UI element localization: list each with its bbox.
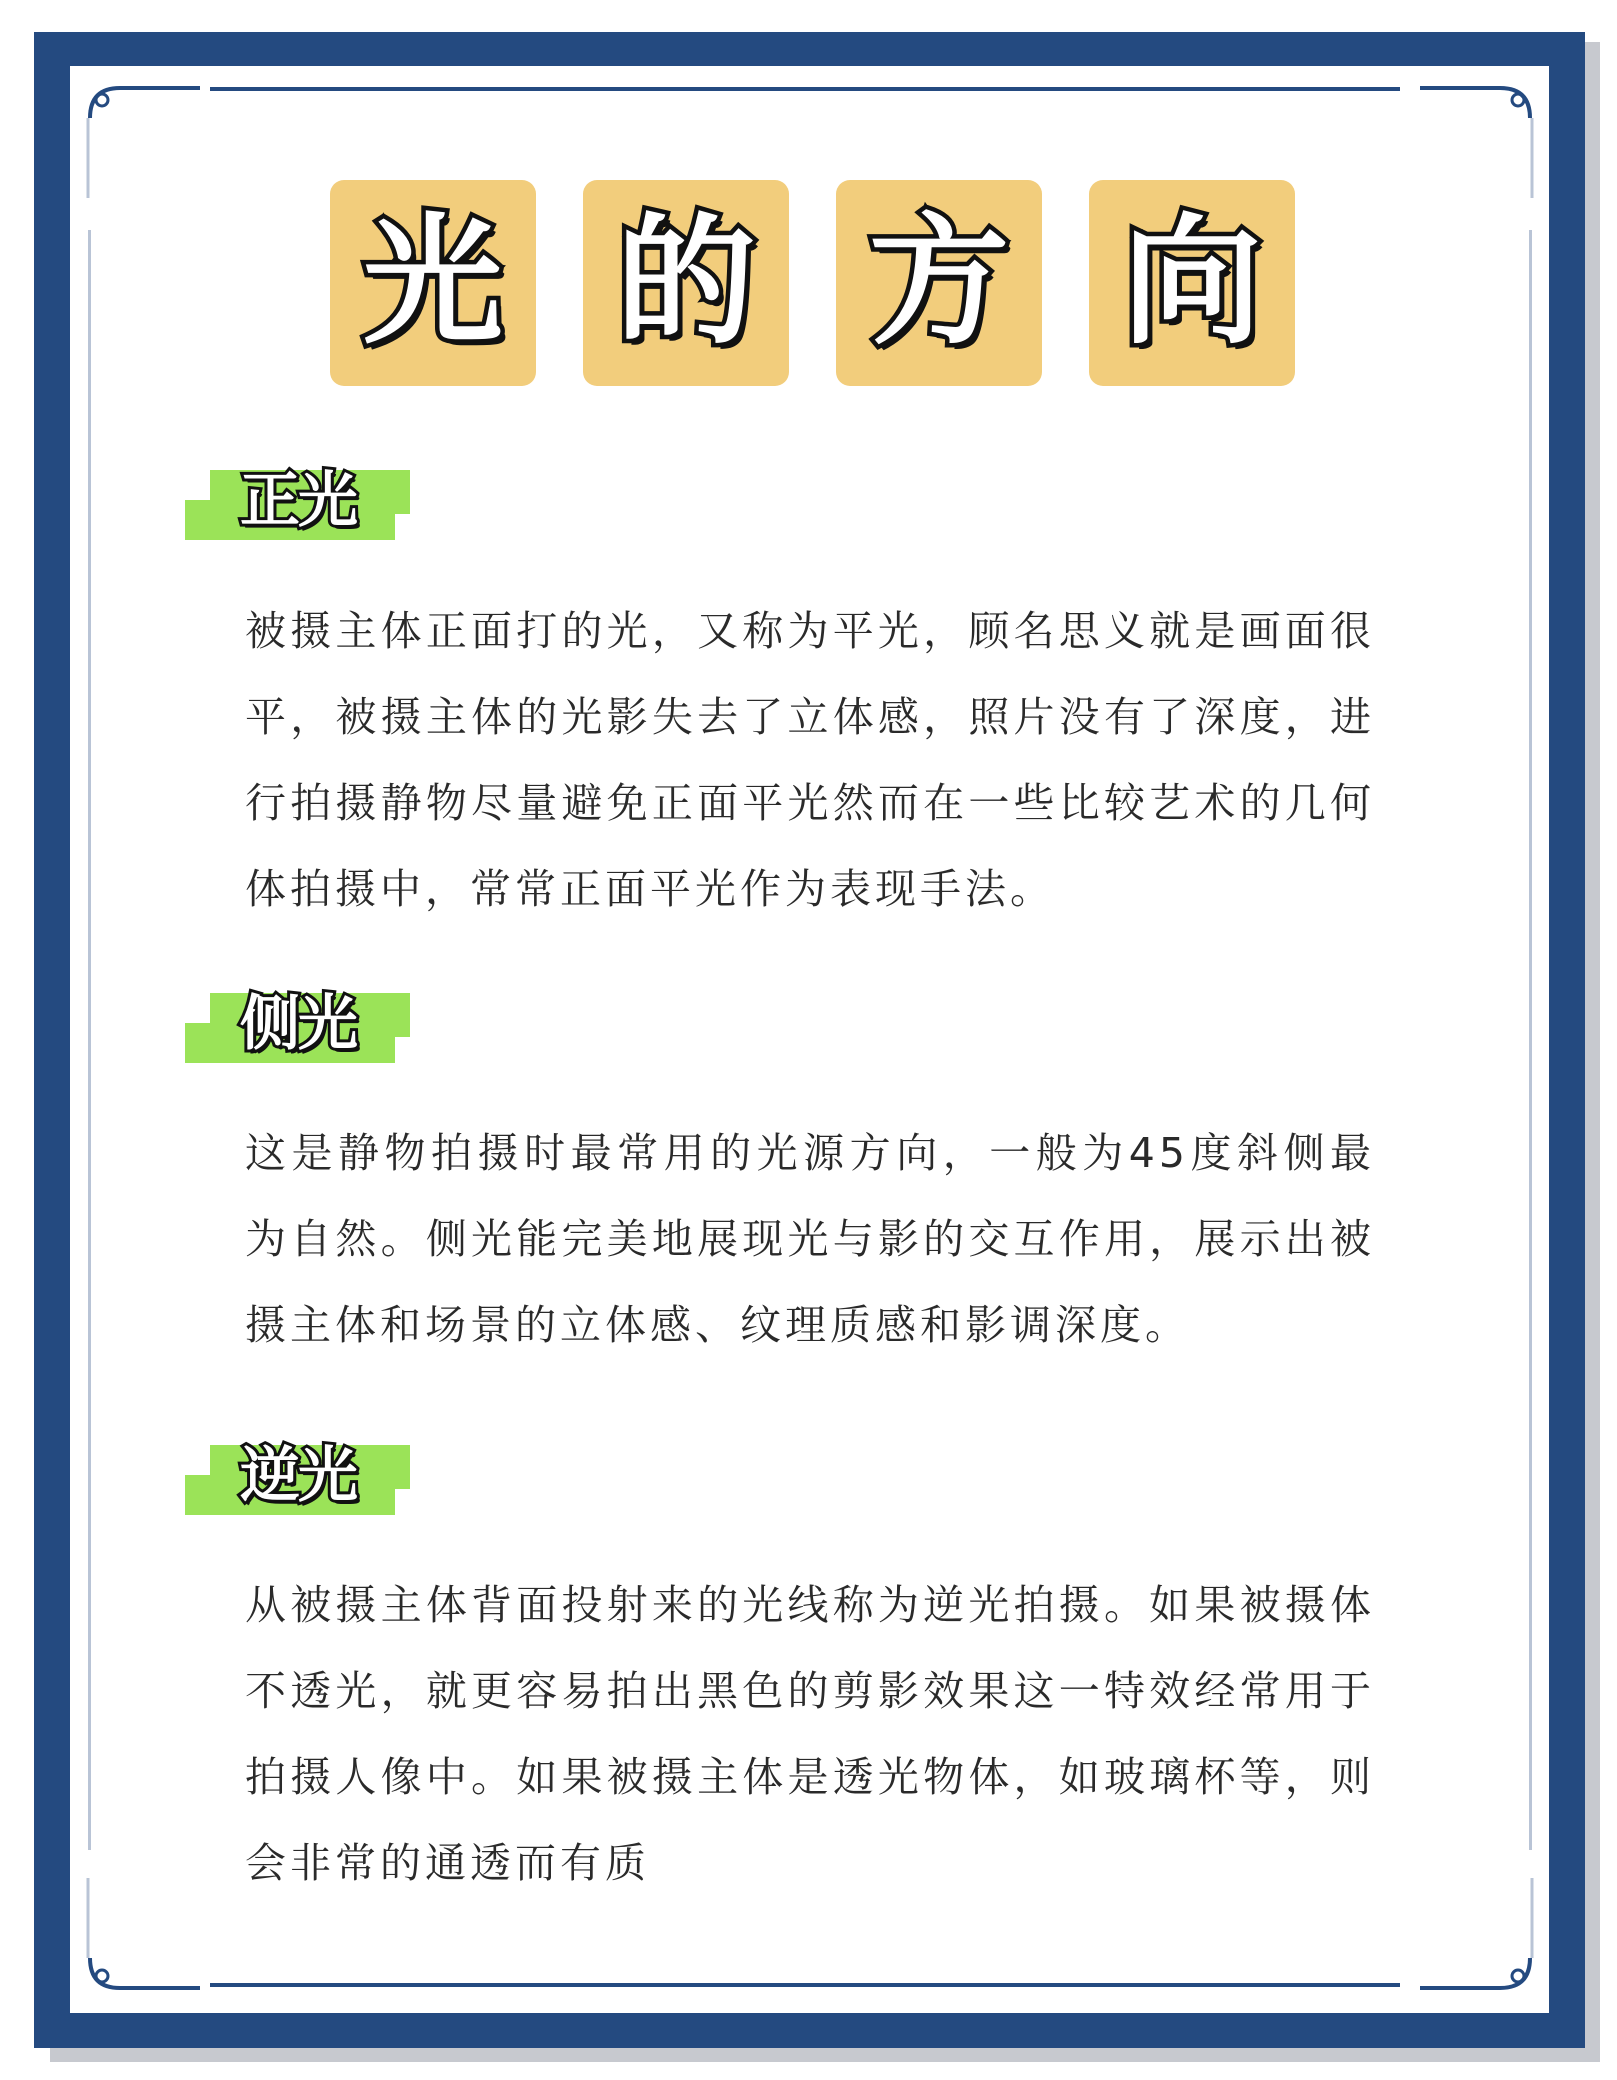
section-heading-label: 侧光 [240,989,356,1059]
section-heading-front-light [185,462,409,558]
corner-ornament-icon [80,78,200,198]
corner-ornament-icon [80,1878,200,1998]
section-heading-label: 逆光 [240,1441,356,1511]
corner-ornament-icon [1420,1878,1540,1998]
section-body-front-light: 被摄主体正面打的光，又称为平光，顾名思义就是画面很平，被摄主体的光影失去了立体感，照片没有了深度，进行拍摄静物尽量避免正面平光然而在一些比较艺术的几何体拍摄中，常常正面平光作为表现手法。 [245,607,1375,913]
section-heading-back-light [185,1437,409,1533]
left-border-line [88,230,91,1850]
section-body-back-light: 从被摄主体背面投射来的光线称为逆光拍摄。如果被摄体不透光，就更容易拍出黑色的剪影效果这一特效经常用于拍摄人像中。如果被摄主体是透光物体，如玻璃杯等，则会非常的通透而有质 [245,1581,1375,1887]
section-heading-label: 正光 [240,466,356,536]
title-char: 向 [1121,201,1262,364]
title-char: 方 [868,201,1009,364]
title-tile [330,180,536,386]
title-char: 光 [362,201,503,364]
bottom-border-line [210,1983,1400,1987]
right-border-line [1529,230,1532,1850]
page-title [330,180,1300,386]
title-tile [583,180,789,386]
top-border-line [210,87,1400,91]
title-tile [836,180,1042,386]
section-body-side-light: 这是静物拍摄时最常用的光源方向，一般为45度斜侧最为自然。侧光能完美地展现光与影的交互作用，展示出被摄主体和场景的立体感、纹理质感和影调深度。 [245,1129,1375,1349]
title-tile [1089,180,1295,386]
corner-ornament-icon [1420,78,1540,198]
title-char: 的 [615,201,756,364]
section-heading-side-light [185,985,409,1081]
